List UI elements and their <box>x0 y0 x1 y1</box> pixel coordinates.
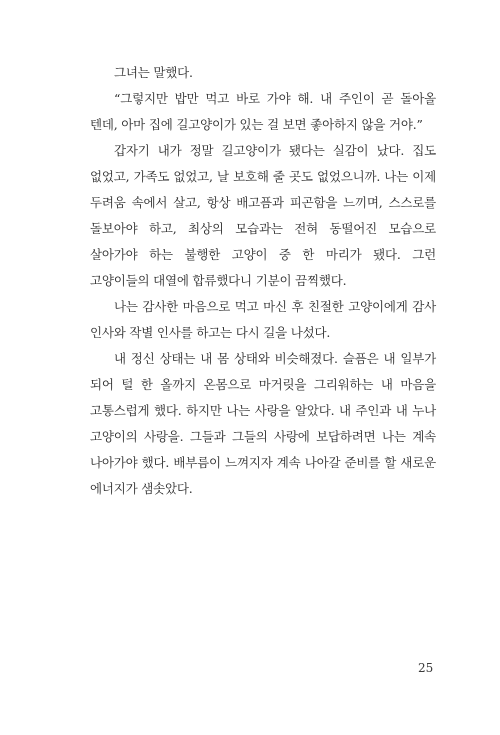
paragraph-2: “그렇지만 밥만 먹고 바로 가야 해. 내 주인이 곧 돌아올 텐데, 아마 집에 길고양이가 있는 걸 보면 좋아하지 않을 거야.” <box>90 91 436 132</box>
paragraph-1: 그녀는 말했다. <box>114 65 193 80</box>
paragraph-3: 갑자기 내가 정말 길고양이가 됐다는 실감이 났다. 집도 없었고, 가족도 없었고, 날 보호해 줄 곳도 없었으니까. 나는 이제 두려움 속에서 살고, 항상 배고픔과 피곤함을 느끼며, 스스로를 돌보아야 하고, 최상의 모습과는 전혀 동떨어진 모습으로 살아가야 하는 불행한 고양이 중 한 마리가 됐다. 그런 고양이들의 대열에 합류했다니 기분이 끔찍했다. <box>90 143 436 288</box>
body-text <box>90 60 436 502</box>
page-number: 25 <box>418 661 434 675</box>
paragraph-4: 나는 감사한 마음으로 먹고 마신 후 친절한 고양이에게 감사 인사와 작별 인사를 하고는 다시 길을 나섰다. <box>90 299 436 340</box>
paragraph-5: 내 정신 상태는 내 몸 상태와 비슷해졌다. 슬픔은 내 일부가 되어 털 한 올까지 온몸으로 마거릿을 그리워하는 내 마음을 고통스럽게 했다. 하지만 나는 사랑을 알았다. 내 주인과 내 누나 고양이의 사랑을. 그들과 그들의 사랑에 보답하려면 나는 계속 나아가야 했다. 배부름이 느껴지자 계속 나아갈 준비를 할 새로운 에너지가 샘솟았다. <box>90 351 436 496</box>
